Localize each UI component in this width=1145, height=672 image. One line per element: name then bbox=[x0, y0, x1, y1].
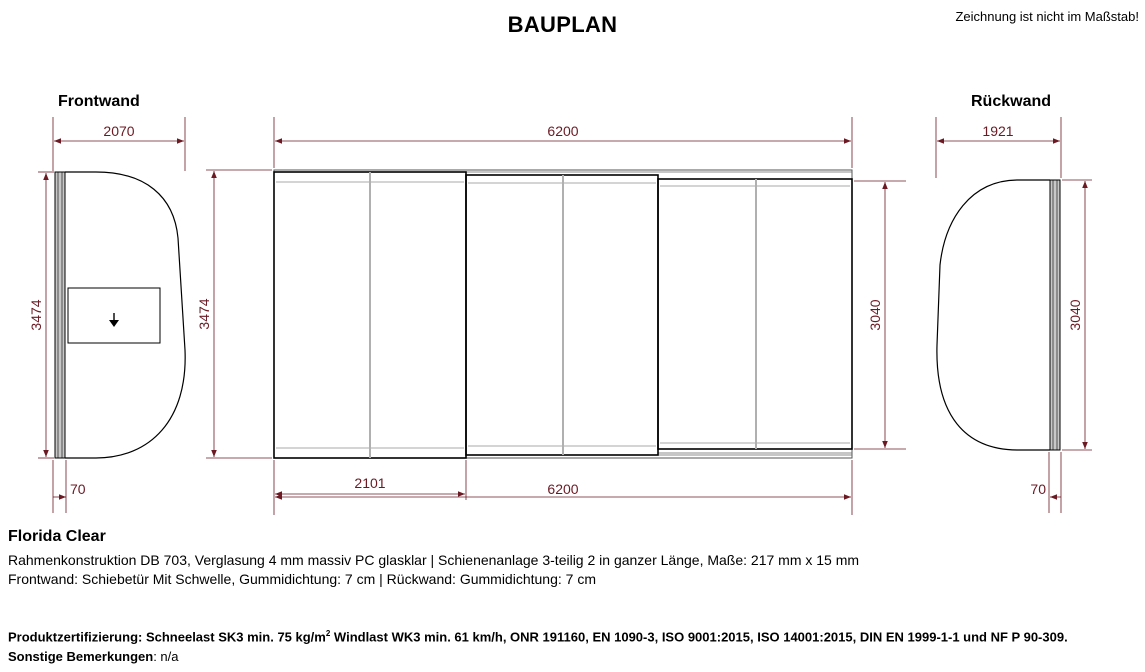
back-wall-rail bbox=[1050, 180, 1060, 450]
product-name: Florida Clear bbox=[8, 528, 106, 545]
front-width-dim: 2070 bbox=[103, 123, 135, 139]
front-view-label: Frontwand bbox=[58, 93, 140, 110]
back-rail-dim: 70 bbox=[1030, 481, 1046, 497]
arrow-down-icon bbox=[109, 320, 119, 327]
side-wall-view bbox=[274, 170, 852, 458]
side-length-bottom-dim: 6200 bbox=[547, 481, 579, 497]
side-height-left-dim: 3474 bbox=[196, 298, 212, 330]
back-view-label: Rückwand bbox=[971, 93, 1052, 110]
side-height-right-dim: 3040 bbox=[867, 299, 883, 331]
certification-line bbox=[8, 629, 1068, 644]
remarks-value: : n/a bbox=[153, 649, 179, 664]
back-wall-view bbox=[937, 180, 1060, 450]
front-rail-dim: 70 bbox=[70, 481, 86, 497]
back-width-dim: 1921 bbox=[982, 123, 1014, 139]
product-description-line-2: Frontwand: Schiebetür Mit Schwelle, Gummidichtung: 7 cm | Rückwand: Gummidichtung: 7 cm bbox=[8, 571, 596, 587]
door-width-dim: 2101 bbox=[354, 475, 386, 491]
certification-text-a: Produktzertifizierung: Schneelast SK3 min. 75 kg/m bbox=[8, 629, 326, 645]
page-title: BAUPLAN bbox=[507, 12, 618, 37]
side-length-top-dim: 6200 bbox=[547, 123, 579, 139]
front-wall-view bbox=[55, 172, 185, 458]
product-description-line-1: Rahmenkonstruktion DB 703, Verglasung 4 mm massiv PC glasklar | Schienenanlage 3-teilig 2 in ganzer Länge, Maße: 217 mm x 15 mm bbox=[8, 552, 860, 568]
certification-superscript: 2 bbox=[325, 629, 331, 638]
back-wall-outline bbox=[937, 180, 1050, 450]
remarks-line bbox=[8, 649, 179, 664]
back-height-dim: 3040 bbox=[1067, 299, 1083, 331]
front-wall-rail bbox=[55, 172, 65, 458]
certification-text-b: Windlast WK3 min. 61 km/h, ONR 191160, EN 1090-3, ISO 9001:2015, ISO 14001:2015, DIN EN 1999-1-1 und NF P 90-309. bbox=[330, 629, 1068, 645]
scale-note: Zeichnung ist nicht im Maßstab! bbox=[955, 9, 1139, 24]
front-height-dim: 3474 bbox=[28, 299, 44, 331]
front-wall-outline bbox=[65, 172, 185, 458]
remarks-label: Sonstige Bemerkungen bbox=[8, 649, 154, 664]
